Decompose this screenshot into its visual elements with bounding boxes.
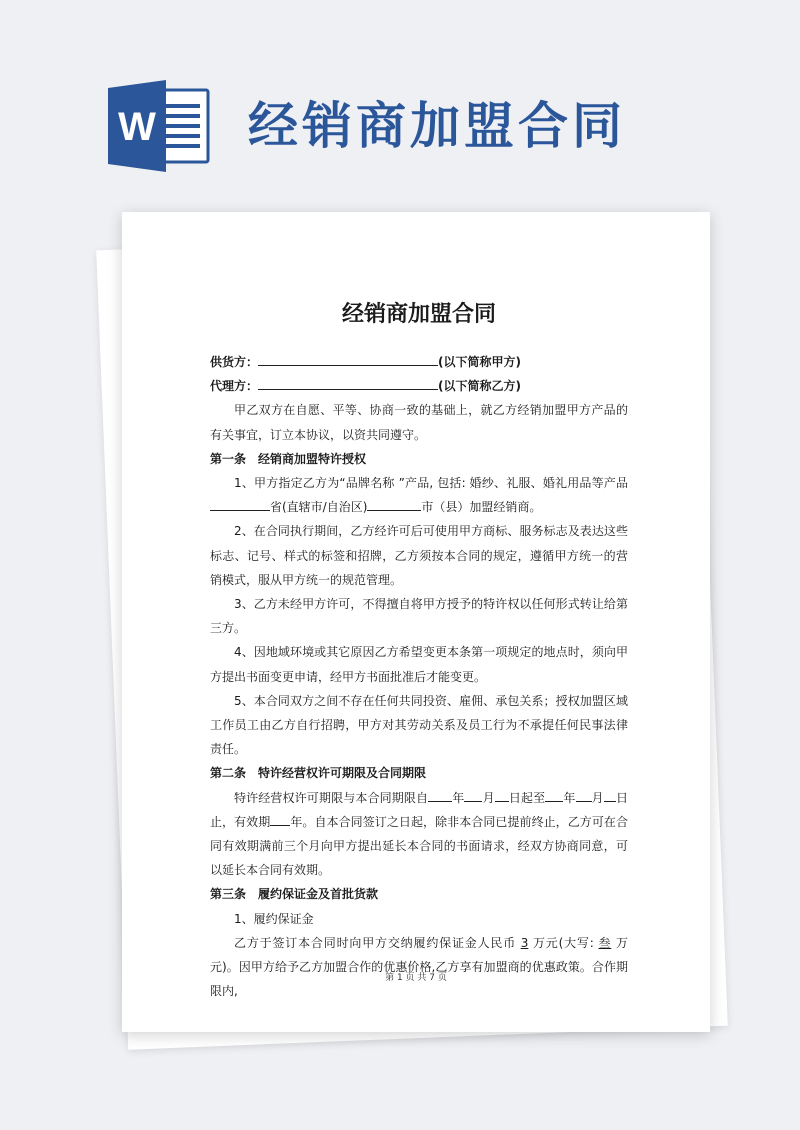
deposit-text-3: 万元)。因甲方给予乙方加盟合作的优惠价格,乙方享有加盟商的优惠政策。合作期限内,: [210, 935, 628, 999]
term-text-2: 日止，有效期: [210, 790, 628, 829]
page-number: 第 1 页 共 7 页: [385, 973, 447, 983]
header: [0, 0, 800, 200]
supplier-suffix: (以下简称甲方): [438, 355, 521, 369]
agent-suffix: (以下简称乙方): [438, 379, 521, 394]
start-year-blank: [428, 789, 452, 802]
article-2-term-paragraph: [210, 786, 628, 883]
word-logo-letter: W: [118, 105, 156, 149]
article-3-sub-1: 1、履约保证金: [234, 911, 314, 926]
article-1-clause-5: 5、本合同双方之间不存在任何共同投资、雇佣、承包关系；授权加盟区域工作员工由乙方自行招聘，甲方对其劳动关系及员工行为不承提任何民事法律责任。: [210, 693, 628, 757]
agent-label: 代理方：: [210, 379, 259, 394]
start-year-label: 年: [452, 790, 465, 805]
article-1-clause-3: 3、乙方未经甲方许可，不得擅自将甲方授予的特许权以任何形式转让给第三方。: [210, 597, 628, 636]
article-3-heading: 第三条 履约保证金及首批货款: [210, 887, 379, 902]
article-3-deposit-paragraph: [210, 931, 628, 1004]
supplier-label: 供货方：: [210, 355, 259, 369]
clause-1-text-c: 市（县）加盟经销商。: [421, 500, 542, 515]
deposit-text-2: 万元(大写:: [532, 935, 594, 950]
supplier-blank: [258, 353, 438, 366]
end-day-blank: [604, 789, 616, 802]
article-1-clause-2: 2、在合同执行期间，乙方经许可后可使用甲方商标、服务标志及表达这些标志、记号、样式的标签和招牌，乙方须按本合同的规定，遵循甲方统一的营销模式，服从甲方统一的规范管理。: [210, 524, 628, 587]
end-month-blank: [576, 789, 592, 802]
agent-blank: [258, 377, 438, 390]
intro-paragraph: 甲乙双方在自愿、平等、协商一致的基础上，就乙方经销加盟甲方产品的有关事宜，订立本协议，以资共同遵守。: [210, 403, 628, 442]
document-title: 经销商加盟合同: [341, 302, 496, 327]
article-2-heading: 第二条 特许经营权许可期限及合同期限: [210, 766, 427, 781]
deposit-amount: 3: [520, 935, 529, 950]
word-logo-icon: [108, 80, 212, 172]
term-text-1: 特许经营权许可期限与本合同期限自: [234, 790, 429, 805]
article-1-clause-4: 4、因地域环境或其它原因乙方希望变更本条第一项规定的地点时，须向甲方提出书面变更申请，经甲方书面批准后才能变更。: [210, 645, 628, 684]
article-1-clause-1: [210, 471, 628, 519]
province-blank: [210, 498, 270, 511]
clause-1-text-a: 1、甲方指定乙方为“品牌名称 ”产品, 包括: 婚纱、礼服、婚礼用品等产品: [234, 476, 628, 491]
end-year-blank: [545, 789, 563, 802]
clause-1-text-b: 省(直辖市/自治区): [270, 500, 368, 515]
end-year-label: 年: [563, 790, 576, 805]
city-blank: [367, 498, 421, 511]
article-1-heading: 第一条 经销商加盟特许授权: [210, 451, 367, 466]
start-month-blank: [464, 789, 482, 802]
supplier-line: [210, 350, 628, 374]
page-content: [210, 300, 628, 1003]
deposit-amount-chinese: 叁: [598, 935, 612, 950]
start-day-label: 日起至: [508, 790, 546, 805]
start-month-label: 月: [482, 790, 495, 805]
deposit-text-1: 乙方于签订本合同时向甲方交纳履约保证金人民币: [234, 935, 517, 950]
agent-line: [210, 374, 628, 398]
term-text-3: 年。自本合同签订之日起，除非本合同已提前终止，乙方可在合同有效期满前三个月向甲方提出延长本合同的书面请求，经双方协商同意，可以延长本合同有效期。: [210, 814, 628, 878]
end-month-label: 月: [591, 790, 604, 805]
start-day-blank: [495, 789, 509, 802]
document-page: [122, 212, 710, 1032]
validity-years-blank: [270, 813, 290, 826]
banner-title: 经销商加盟合同: [248, 97, 626, 155]
